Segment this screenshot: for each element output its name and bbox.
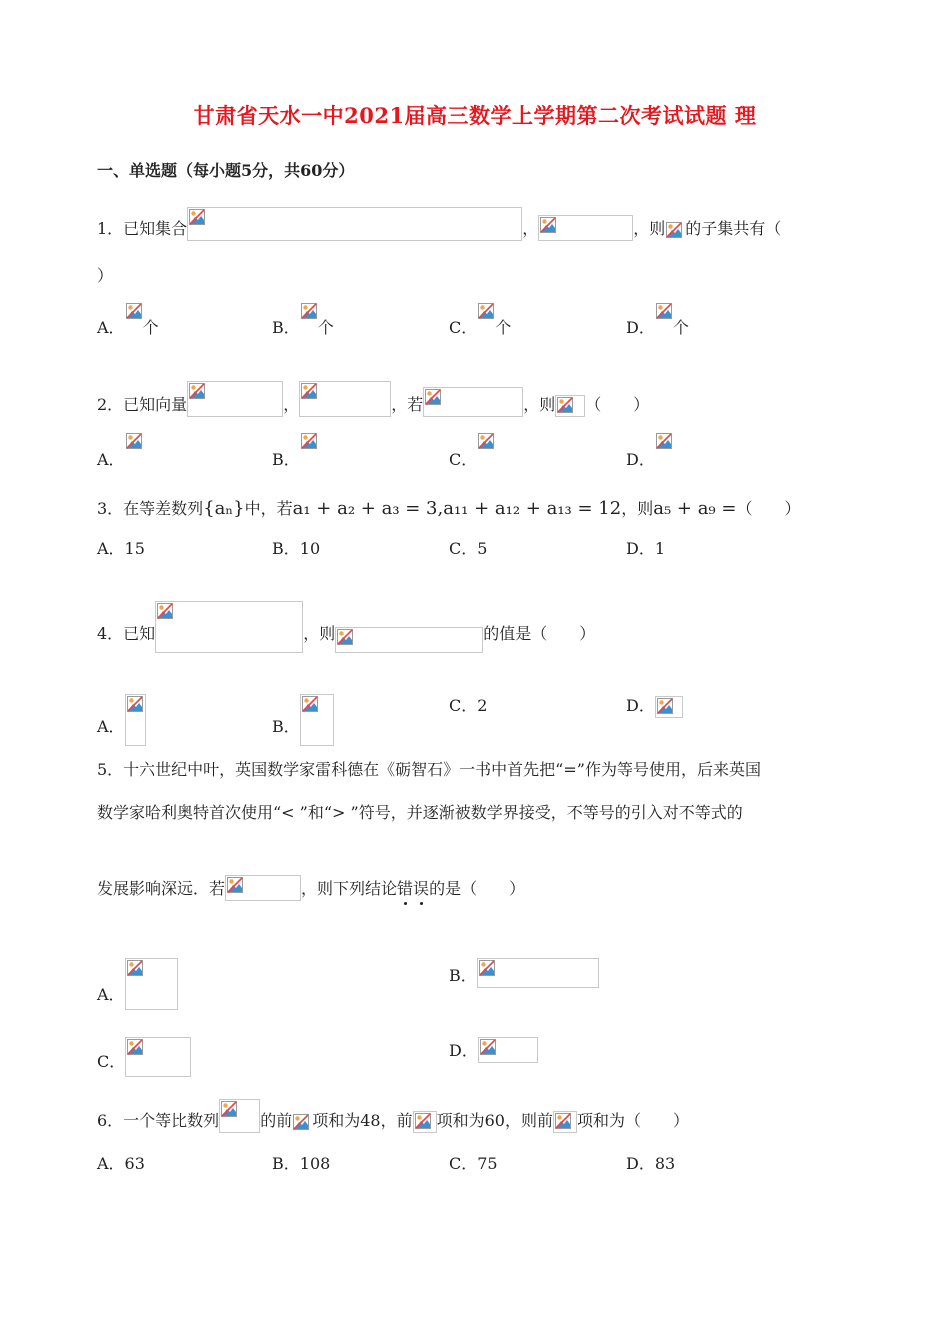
formula-image — [299, 381, 391, 417]
question-5-line-3: 发展影响深远．若 ，则下列结论错误的是（ ） — [97, 875, 525, 901]
broken-image-icon — [189, 209, 205, 225]
broken-image-icon — [127, 960, 143, 976]
formula-image — [125, 302, 143, 324]
formula-image — [553, 1111, 577, 1133]
question-1: 1．已知集合 ， ，则 的子集共有（ — [97, 207, 781, 241]
broken-image-icon — [415, 1113, 431, 1129]
formula-image — [477, 958, 599, 988]
q1-option-d: D． 个 — [626, 316, 689, 340]
question-4: 4．已知 ，则 的值是（ ） — [97, 601, 595, 653]
q5-option-a: A． — [97, 958, 178, 1010]
broken-image-icon — [478, 433, 494, 449]
formula-image — [155, 601, 303, 653]
q3-option-a: A．15 — [97, 539, 145, 558]
emphasis-char: 错 — [397, 879, 414, 898]
broken-image-icon — [480, 1039, 496, 1055]
sequence-notation: {aₙ} — [203, 498, 245, 519]
broken-image-icon — [479, 960, 495, 976]
broken-image-icon — [337, 629, 353, 645]
formula-image — [477, 302, 495, 324]
formula-image — [219, 1099, 260, 1133]
q2-option-c: C． — [449, 448, 495, 472]
formula-image — [187, 207, 522, 241]
broken-image-icon — [478, 303, 494, 319]
broken-image-icon — [157, 603, 173, 619]
question-3: 3．在等差数列{aₙ}中，若a₁ + a₂ + a₃ = 3,a₁₁ + a₁₂ + a₁₃ = 12，则a₅ + a₉ =（ ） — [97, 498, 801, 519]
formula-image — [538, 215, 633, 241]
q1-prefix: 1．已知集合 — [97, 219, 188, 238]
formula-image — [292, 1113, 312, 1133]
broken-image-icon — [555, 1113, 571, 1129]
formula-image — [225, 875, 301, 901]
broken-image-icon — [301, 433, 317, 449]
broken-image-icon — [293, 1114, 309, 1130]
section-heading: 一、单选题（每小题5分，共60分） — [97, 161, 355, 180]
q3-option-c: C．5 — [449, 539, 488, 558]
formula-image — [125, 432, 143, 456]
formula-image — [300, 694, 334, 746]
broken-image-icon — [656, 303, 672, 319]
formula-image — [413, 1111, 437, 1133]
broken-image-icon — [221, 1101, 237, 1117]
q5-option-c: C． — [97, 1037, 191, 1077]
broken-image-icon — [302, 696, 318, 712]
formula-image — [187, 381, 283, 417]
question-5-line-1: 5．十六世纪中叶，英国数学家雷科德在《砺智石》一书中首先把“=”作为等号使用，后来英国 — [97, 760, 761, 779]
broken-image-icon — [557, 397, 573, 413]
q4-option-b: B． — [272, 694, 334, 746]
broken-image-icon — [656, 433, 672, 449]
q4-option-a: A． — [97, 694, 146, 746]
formula-image — [300, 302, 318, 324]
formula-image — [655, 302, 673, 324]
formula-image — [125, 694, 146, 746]
broken-image-icon — [126, 303, 142, 319]
formula-image — [655, 696, 683, 718]
q3-option-d: D．1 — [626, 539, 666, 558]
q1-close: ） — [97, 266, 114, 285]
broken-image-icon — [126, 433, 142, 449]
q2-option-d: D． — [626, 448, 673, 472]
equation-1: a₁ + a₂ + a₃ = 3,a₁₁ + a₁₂ + a₁₃ = 12 — [292, 498, 622, 519]
formula-image — [125, 1037, 191, 1077]
q3-option-b: B．10 — [272, 539, 321, 558]
formula-image — [300, 432, 318, 456]
question-2: 2．已知向量 ， ，若 ，则 （ ） — [97, 381, 649, 417]
question-6: 6．一个等比数列 的前 项和为48，前 项和为60，则前 项和为（ ） — [97, 1099, 689, 1133]
formula-image — [477, 432, 495, 456]
formula-image — [555, 395, 585, 417]
broken-image-icon — [301, 383, 317, 399]
broken-image-icon — [301, 303, 317, 319]
document-title: 甘肃省天水一中2021届高三数学上学期第二次考试试题 理 — [193, 103, 757, 128]
equation-2: a₅ + a₉ = — [653, 498, 737, 519]
emphasis-char: 误 — [413, 879, 430, 898]
q5-option-b: B． — [449, 958, 599, 988]
q6-option-d: D．83 — [626, 1154, 676, 1173]
broken-image-icon — [666, 222, 682, 238]
broken-image-icon — [189, 383, 205, 399]
q4-option-d: D． — [626, 694, 683, 718]
formula-image — [125, 958, 178, 1010]
q2-option-a: A． — [97, 448, 143, 472]
question-5-line-2: 数学家哈利奥特首次使用“< ”和“> ”符号，并逐渐被数学界接受，不等号的引入对不等式的 — [97, 803, 743, 822]
q1-option-c: C． 个 — [449, 316, 511, 340]
formula-image — [665, 221, 685, 241]
broken-image-icon — [227, 877, 243, 893]
broken-image-icon — [425, 389, 441, 405]
formula-image — [423, 387, 523, 417]
q4-option-c: C．2 — [449, 696, 488, 715]
q5-option-d: D． — [449, 1037, 538, 1063]
formula-image — [655, 432, 673, 456]
formula-image — [335, 627, 483, 653]
broken-image-icon — [657, 698, 673, 714]
broken-image-icon — [540, 217, 556, 233]
q1-option-a: A． 个 — [97, 316, 159, 340]
formula-image — [478, 1037, 538, 1063]
broken-image-icon — [127, 1039, 143, 1055]
q2-option-b: B． — [272, 448, 318, 472]
broken-image-icon — [127, 696, 143, 712]
q6-option-a: A．63 — [97, 1154, 145, 1173]
q6-option-c: C．75 — [449, 1154, 498, 1173]
q1-option-b: B． 个 — [272, 316, 334, 340]
q6-option-b: B．108 — [272, 1154, 331, 1173]
